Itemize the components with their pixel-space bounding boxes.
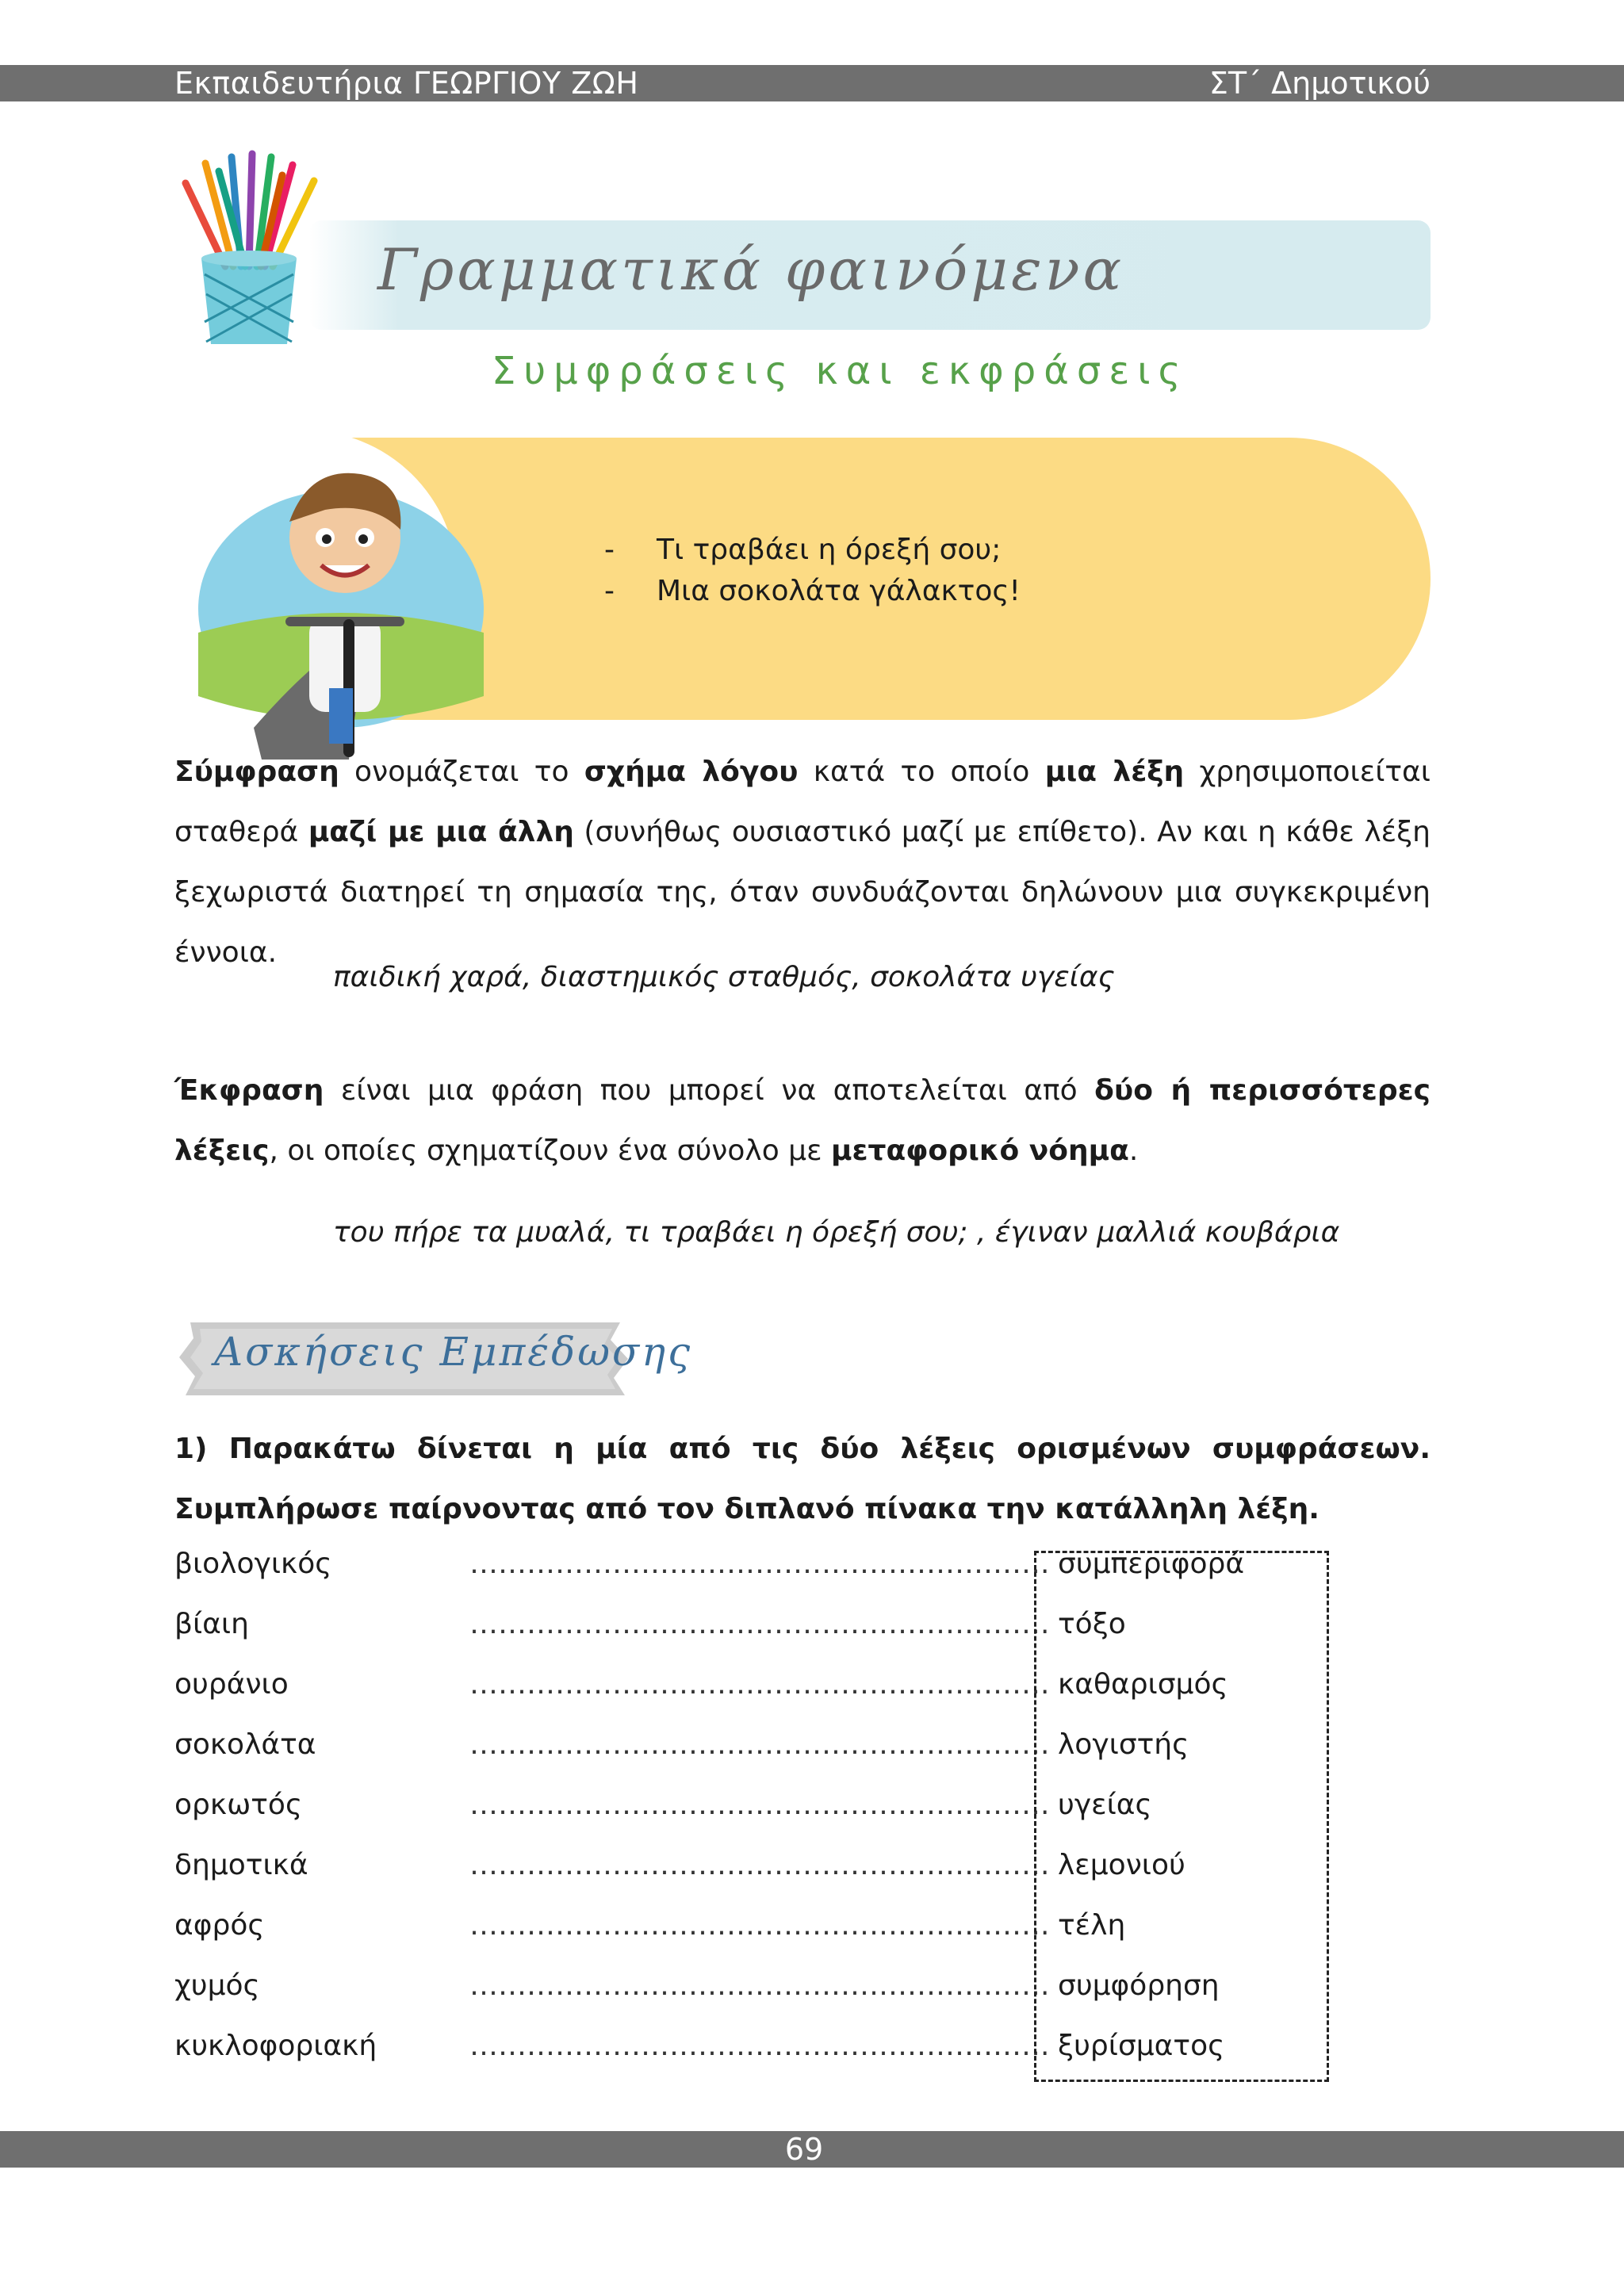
school-name: Εκπαιδευτήρια ΓΕΩΡΓΙΟΥ ΖΩΗ	[174, 66, 639, 101]
answer-blank[interactable]: …………………………………………………….	[469, 1728, 1050, 1761]
page-number: 69	[784, 2132, 824, 2167]
given-word: κυκλοφοριακή	[174, 2030, 377, 2062]
word-bank-item: συμφόρηση	[1058, 1969, 1220, 2002]
given-word: σοκολάτα	[174, 1728, 316, 1761]
answer-blank[interactable]: …………………………………………………….	[469, 1969, 1050, 2002]
bold-span: μαζί με μια άλλη	[308, 816, 574, 848]
pencil-cup-icon	[170, 147, 328, 354]
dialog-dash: -	[604, 575, 615, 607]
given-word: βιολογικός	[174, 1548, 332, 1580]
answer-blank[interactable]: …………………………………………………….	[469, 2030, 1050, 2062]
footer-bar	[0, 2131, 1624, 2168]
dialog-line-1: Τι τραβάει η όρεξή σου;	[657, 534, 1002, 566]
given-word: ουράνιο	[174, 1668, 289, 1701]
text-span: είναι μια φράση που μπορεί να αποτελείται από	[324, 1074, 1095, 1107]
ekfrasi-example: του πήρε τα μυαλά, τι τραβάει η όρεξή σου; , έγιναν μαλλιά κουβάρια	[333, 1216, 1340, 1249]
text-span: ονομάζεται το	[339, 756, 584, 788]
page-title: Γραμματικά φαινόμενα	[377, 236, 1125, 303]
given-word: αφρός	[174, 1909, 265, 1942]
word-bank-item: λεμονιού	[1058, 1849, 1185, 1881]
word-bank-item: ξυρίσματος	[1058, 2030, 1225, 2062]
symfrasi-example: παιδική χαρά, διαστημικός σταθμός, σοκολάτα υγείας	[333, 961, 1115, 993]
answer-blank[interactable]: …………………………………………………….	[469, 1548, 1050, 1580]
ekfrasi-term: Έκφραση	[174, 1074, 324, 1107]
bold-span: σχήμα λόγου	[584, 756, 799, 788]
word-bank-item: τόξο	[1058, 1608, 1126, 1640]
text-span: κατά το οποίο	[798, 756, 1045, 788]
page-subtitle: Συμφράσεις και εκφράσεις	[492, 349, 1189, 393]
exercise-1-instructions: 1) Παρακάτω δίνεται η μία από τις δύο λέξεις ορισμένων συμφράσεων. Συμπλήρωσε παίρνοντας από τον διπλανό πίνακα την κατάλληλη λέξη.	[174, 1433, 1431, 1525]
title-banner	[309, 220, 1431, 330]
dialog-dash: -	[604, 534, 615, 566]
bold-span: μια λέξη	[1044, 756, 1185, 788]
answer-blank[interactable]: …………………………………………………….	[469, 1608, 1050, 1640]
boy-on-bicycle-illustration	[190, 427, 492, 760]
word-bank-item: καθαρισμός	[1058, 1668, 1228, 1701]
dialog-text	[604, 530, 1021, 612]
symfrasi-definition	[174, 742, 1431, 983]
bold-span: μεταφορικό νόημα	[831, 1135, 1129, 1167]
symfrasi-term: Σύμφραση	[174, 756, 339, 788]
given-word: χυμός	[174, 1969, 260, 2002]
word-bank-item: συμπεριφορά	[1058, 1548, 1245, 1580]
text-span: χρησιμοποιείται σταθερά	[174, 756, 1431, 848]
answer-blank[interactable]: …………………………………………………….	[469, 1849, 1050, 1881]
word-bank-item: τέλη	[1058, 1909, 1126, 1942]
answer-blank[interactable]: …………………………………………………….	[469, 1789, 1050, 1821]
bold-span: δύο ή περισσότερες λέξεις	[174, 1074, 1431, 1167]
dialog-line-2: Μια σοκολάτα γάλακτος!	[657, 575, 1021, 607]
text-span: .	[1128, 1135, 1139, 1167]
word-bank-item: λογιστής	[1058, 1728, 1189, 1761]
ekfrasi-definition	[174, 1061, 1431, 1181]
word-bank-item: υγείας	[1058, 1789, 1152, 1821]
given-word: ορκωτός	[174, 1789, 303, 1821]
given-word: βίαιη	[174, 1608, 249, 1640]
text-span: , οι οποίες σχηματίζουν ένα σύνολο με	[269, 1135, 831, 1167]
grade-label: ΣΤ΄ Δημοτικού	[1208, 66, 1431, 101]
text-span: (συνήθως ουσιαστικό μαζί με επίθετο). Αν και η κάθε λέξη ξεχωριστά διατηρεί τη σημασία της, όταν συνδυάζονται δηλώνουν μια συγκεκριμένη έννοια.	[174, 816, 1431, 969]
given-word: δημοτικά	[174, 1849, 308, 1881]
answer-blank[interactable]: …………………………………………………….	[469, 1909, 1050, 1942]
header-bar	[0, 65, 1624, 101]
exercises-title: Ασκήσεις Εμπέδωσης	[214, 1329, 693, 1375]
answer-blank[interactable]: …………………………………………………….	[469, 1668, 1050, 1701]
